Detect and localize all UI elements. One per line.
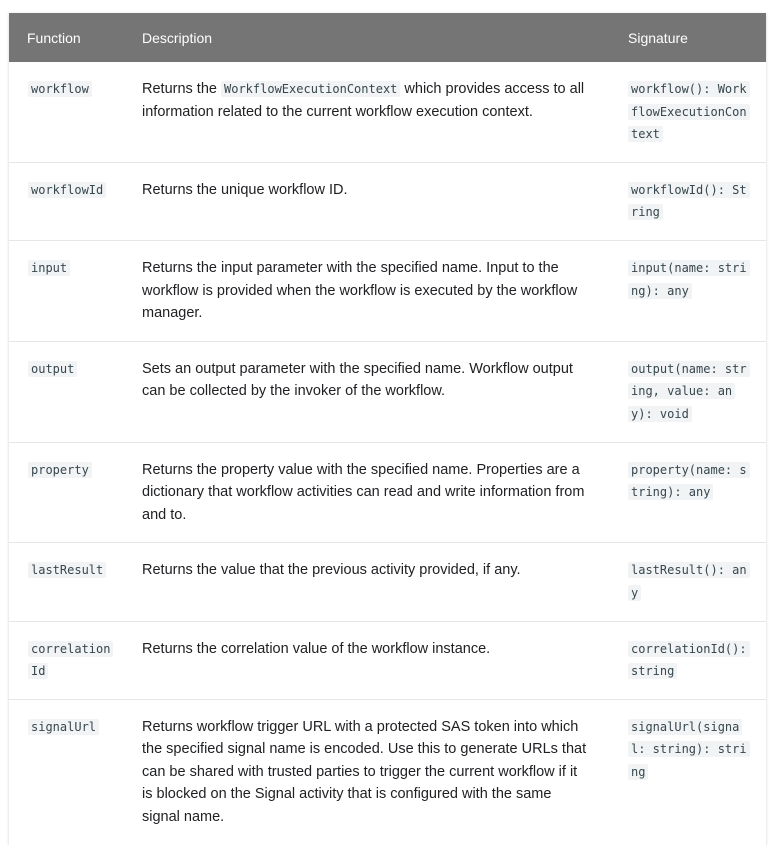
table-row xyxy=(9,341,766,442)
signature-cell xyxy=(607,543,766,621)
function-name: lastResult xyxy=(28,562,106,578)
description-text: Returns the correlation value of the workflow instance. xyxy=(142,640,491,657)
table-row xyxy=(9,621,766,699)
signature-code: correlationId(): string xyxy=(628,641,750,680)
function-name: correlationId xyxy=(28,641,113,680)
description-text: Returns the property value with the specified name. Properties are a dictionary that workflow activities can read and write information from and to. xyxy=(142,461,585,523)
signature-code: lastResult(): any xyxy=(628,562,750,601)
description-text: Returns the xyxy=(142,81,221,97)
table-body xyxy=(9,62,766,845)
description-cell xyxy=(124,699,607,844)
table-header xyxy=(9,13,766,62)
description-text: Returns the value that the previous activity provided, if any. xyxy=(142,562,521,579)
function-name: property xyxy=(28,462,92,478)
description-text: which provides access to all information related to the current workflow execution context. xyxy=(142,81,585,120)
column-header-description: Description xyxy=(142,29,213,46)
function-name: workflow xyxy=(28,81,92,97)
functions-table-container xyxy=(9,13,766,845)
function-cell xyxy=(9,341,124,442)
signature-code: workflowId(): String xyxy=(628,182,750,221)
description-text: Returns the input parameter with the specified name. Input to the workflow is provided when the workflow is executed by the workflow manager. xyxy=(142,259,578,322)
function-cell xyxy=(9,162,124,240)
function-name: output xyxy=(28,361,77,377)
description-cell xyxy=(124,621,607,699)
functions-table xyxy=(9,13,766,845)
signature-code: property(name: string): any xyxy=(628,462,750,501)
description-code: WorkflowExecutionContext xyxy=(221,81,400,97)
description-cell xyxy=(124,442,607,543)
column-header-signature: Signature xyxy=(628,29,688,46)
function-cell xyxy=(9,240,124,341)
signature-code: input(name: string): any xyxy=(628,260,750,299)
function-cell xyxy=(9,699,124,844)
function-name: signalUrl xyxy=(28,719,99,735)
signature-code: signalUrl(signal: string): string xyxy=(628,719,750,780)
signature-cell xyxy=(607,341,766,442)
table-row xyxy=(9,442,766,543)
signature-cell xyxy=(607,62,766,162)
signature-cell xyxy=(607,621,766,699)
signature-cell xyxy=(607,162,766,240)
table-row xyxy=(9,543,766,621)
function-cell xyxy=(9,543,124,621)
description-text: Sets an output parameter with the specified name. Workflow output can be collected by the invoker of the workflow. xyxy=(142,360,573,400)
column-header-function: Function xyxy=(27,29,81,46)
table-row xyxy=(9,699,766,844)
description-cell xyxy=(124,341,607,442)
description-cell xyxy=(124,62,607,162)
description-cell xyxy=(124,240,607,341)
table-header-row xyxy=(9,13,766,62)
signature-cell xyxy=(607,240,766,341)
description-text: Returns workflow trigger URL with a protected SAS token into which the specified signal name is encoded. Use this to generate URLs that can be shared with trusted parties to trigger the current workflow if it is blocked on the Signal activity that is configured with the same signal name. xyxy=(142,718,587,826)
signature-code: workflow(): WorkflowExecutionContext xyxy=(628,81,750,142)
function-name: input xyxy=(28,260,70,276)
function-cell xyxy=(9,442,124,543)
table-row xyxy=(9,240,766,341)
signature-cell xyxy=(607,442,766,543)
function-cell xyxy=(9,62,124,162)
table-row xyxy=(9,62,766,162)
description-cell xyxy=(124,162,607,240)
table-row xyxy=(9,162,766,240)
signature-code: output(name: string, value: any): void xyxy=(628,361,750,422)
description-cell xyxy=(124,543,607,621)
description-text: Returns the unique workflow ID. xyxy=(142,181,348,198)
function-cell xyxy=(9,621,124,699)
function-name: workflowId xyxy=(28,182,106,198)
signature-cell xyxy=(607,699,766,844)
